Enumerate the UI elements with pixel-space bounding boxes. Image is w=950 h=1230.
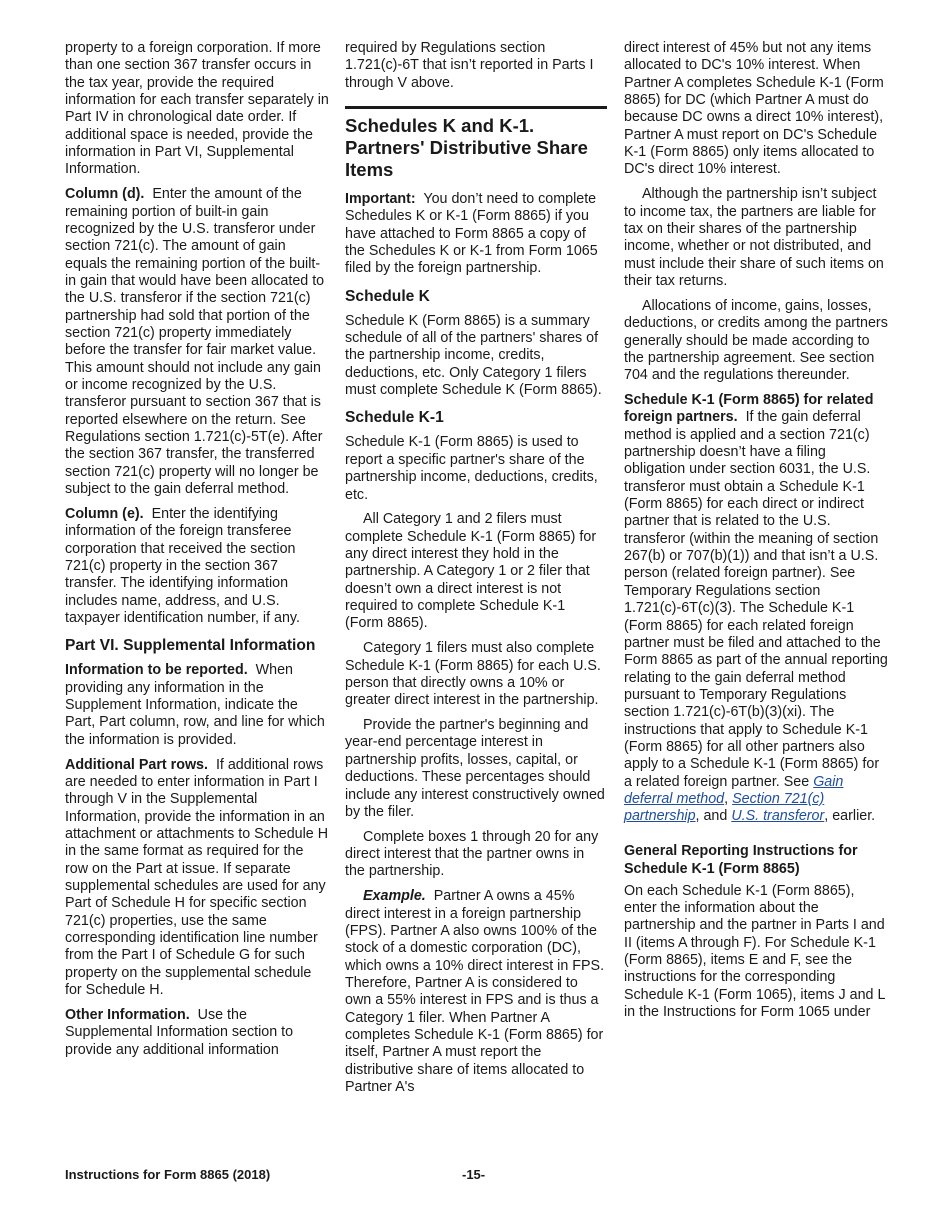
run-in-heading: Column (d). — [65, 186, 145, 203]
paragraph-text: If additional rows are needed to enter information in Part I through V in the Supplemental Information, provide the information in an attachment or attachments to Schedule H in the same format as required for the row on the Part at issue. If separate supplemental schedules are used for any Part of Schedule H for specific section 721(c) properties, use the same corresponding identification line number from the Part I of Schedule G for such property on the supplemental schedule for Schedule H. — [65, 756, 329, 999]
paragraph: Schedule K-1 (Form 8865) is used to report a specific partner's share of the partnership income, deductions, credits, etc. — [345, 434, 598, 503]
paragraph-text: Partner A owns a 45% direct interest in a foreign partnership (FPS). Partner A also owns 100% of the stock of a domestic corporation (DC), which owns a 10% direct interest in FPS. Therefore, Partner A is considered to own a 55% interest in FPS and is thus a Category 1 filer. When Partner A completes Schedule K-1 (Form 8865) for itself, Partner A must report the distributive share of items allocated to Partner A's — [345, 888, 605, 1095]
paragraph: Allocations of income, gains, losses, deductions, or credits among the partners generally should be made according to the partnership agreement. See section 704 and the regulations thereunder. — [624, 297, 888, 384]
paragraph-text: Enter the identifying information of the foreign transferee corporation that received the section 721(c) property in the section 367 transfer. The identifying information includes name, address, and U.S. taxpayer identification number, if any. — [65, 505, 300, 626]
paragraph-example — [345, 888, 607, 1096]
paragraph: Schedule K (Form 8865) is a summary schedule of all of the partners' shares of the partnership income, credits, deductions, etc. Only Category 1 filers must complete Schedule K (Form 8865). — [345, 312, 602, 399]
run-in-heading: Additional Part rows. — [65, 756, 208, 773]
footer-form-title: Instructions for Form 8865 (2018) — [65, 1167, 271, 1182]
column-middle — [345, 40, 607, 1104]
paragraph: Complete boxes 1 through 20 for any direct interest that the partner owns in the partnership. — [345, 828, 599, 880]
run-in-heading: Example. — [363, 888, 426, 905]
paragraph: property to a foreign corporation. If more than one section 367 transfer occurs in the tax year, provide the required information for each transfer separately in Part IV in chronological date order. If additional space is needed, provide the information in Part VI, Supplemental Information. — [65, 40, 329, 178]
run-in-heading: Information to be reported. — [65, 662, 248, 679]
section-heading-schedules-k: Schedules K and K-1. Partners' Distributive Share Items — [345, 115, 588, 181]
column-right — [624, 40, 888, 1029]
section-heading-part-vi: Part VI. Supplemental Information — [65, 637, 316, 655]
paragraph: On each Schedule K-1 (Form 8865), enter the information about the partnership and the partner in Parts I and II (items A through F). For Schedule K-1 (Form 8865), items E and F, see the instructions for the corresponding Schedule K-1 (Form 1065), items J and L in the Instructions for Form 1065 under — [624, 882, 885, 1021]
paragraph: Category 1 filers must also complete Schedule K-1 (Form 8865) for each U.S. person that directly owns a 10% or greater direct interest in the partnership. — [345, 640, 601, 709]
section-divider — [345, 106, 607, 109]
run-in-heading: Schedule K-1 (Form 8865) for related foreign partners. — [624, 392, 874, 426]
paragraph: required by Regulations section 1.721(c)-6T that isn’t reported in Parts I through V above. — [345, 40, 594, 91]
paragraph: direct interest of 45% but not any items allocated to DC's 10% interest. When Partner A completes Schedule K-1 (Form 8865) for DC (which Partner A must do because DC owns a direct 10% interest), Partner A must report on DC's Schedule K-1 (Form 8865) only items allocated to DC's direct 10% interest. — [624, 40, 884, 178]
paragraph-text: You don’t need to complete Schedules K or K-1 (Form 8865) if you have attached to Form 8865 a copy of the Schedules K or K-1 from Form 1065 filed by the foreign partnership. — [345, 191, 598, 277]
paragraph-column-d — [65, 186, 330, 498]
link-us-transferor[interactable]: U.S. transferor — [731, 808, 825, 825]
paragraph-important — [345, 191, 607, 278]
link-gain-deferral-method[interactable]: Gain deferral method — [624, 773, 844, 807]
paragraph-text: Use the Supplemental Information section to provide any additional information — [65, 1006, 294, 1058]
subheading-schedule-k1: Schedule K-1 — [345, 409, 444, 427]
run-in-heading: Column (e). — [65, 505, 144, 522]
link-section-721c-partnership[interactable]: Section 721(c) partnership — [624, 790, 825, 825]
paragraph-column-e — [65, 506, 330, 627]
run-in-heading: Important: — [345, 191, 416, 208]
paragraph-k1-related — [624, 392, 888, 826]
paragraph: Although the partnership isn’t subject to income tax, the partners are liable for tax on their shares of the partnership income, whether or not distributed, and must include their share of such items on their tax returns. — [624, 186, 884, 289]
paragraph-additional-rows — [65, 757, 330, 1000]
paragraph-text: If the gain deferral method is applied and a section 721(c) partnership doesn’t have a filing obligation under section 6031, the U.S. transferor must obtain a Schedule K-1 (Form 8865) for each direct or indirect partner that is related to the U.S. transferor (within the meaning of section 267(b) or 707(b)(1)) and that isn’t a U.S. person (related foreign partner). See Temporary Regulations section 1.721(c)-6T(c)(3). The Schedule K-1 (Form 8865) for each related foreign partner must be filed and attached to the Form 8865 as part of the annual reporting relating to the gain deferral method pursuant to Temporary Regulations section 1.721(c)-6T(b)(3)(xi). The instructions that apply to Schedule K-1 (Form 8865) for all other partners also apply to a Schedule K-1 (Form 8865) for a related foreign partner. See — [624, 409, 888, 790]
paragraph-text: When providing any information in the Supplement Information, indicate the Part, Part column, row, and line for which the information is provided. — [65, 662, 325, 748]
run-in-heading: Other Information. — [65, 1006, 190, 1023]
column-left — [65, 40, 330, 1066]
paragraph: Provide the partner's beginning and year-end percentage interest in partnership profits, losses, capital, or deductions. These percentages should include any interest constructively owned by the filer. — [345, 717, 605, 820]
paragraph-text: Enter the amount of the remaining portion of built-in gain recognized by the U.S. transferor under section 721(c). The amount of gain equals the remaining portion of the built-in gain that would have been allocated to the U.S. transferor if the section 721(c) partnership had sold that portion of the section 721(c) property immediately before the transfer for fair market value. This amount should not include any gain or income recognized by the U.S. transferor pursuant to section 367 that is reported elsewhere on the return. See Regulations section 1.721(c)-5T(e). After the section 367 transfer, the transferred section 721(c) property will no longer be subject to the gain deferral method. — [65, 186, 325, 498]
separator: , earlier. — [824, 808, 876, 825]
separator: , and — [695, 808, 732, 825]
subheading-schedule-k: Schedule K — [345, 287, 430, 305]
footer-page-number: -15- — [462, 1167, 486, 1182]
paragraph: All Category 1 and 2 filers must complete Schedule K-1 (Form 8865) for any direct interest they hold in the partnership. A Category 1 or 2 filer that doesn’t own a direct interest is not required to complete Schedule K-1 (Form 8865). — [345, 511, 597, 632]
section-heading-general-reporting: General Reporting Instructions for Schedule K-1 (Form 8865) — [624, 842, 858, 877]
separator: , — [724, 790, 733, 807]
paragraph-other-info — [65, 1007, 330, 1059]
paragraph-info-reported — [65, 662, 330, 749]
